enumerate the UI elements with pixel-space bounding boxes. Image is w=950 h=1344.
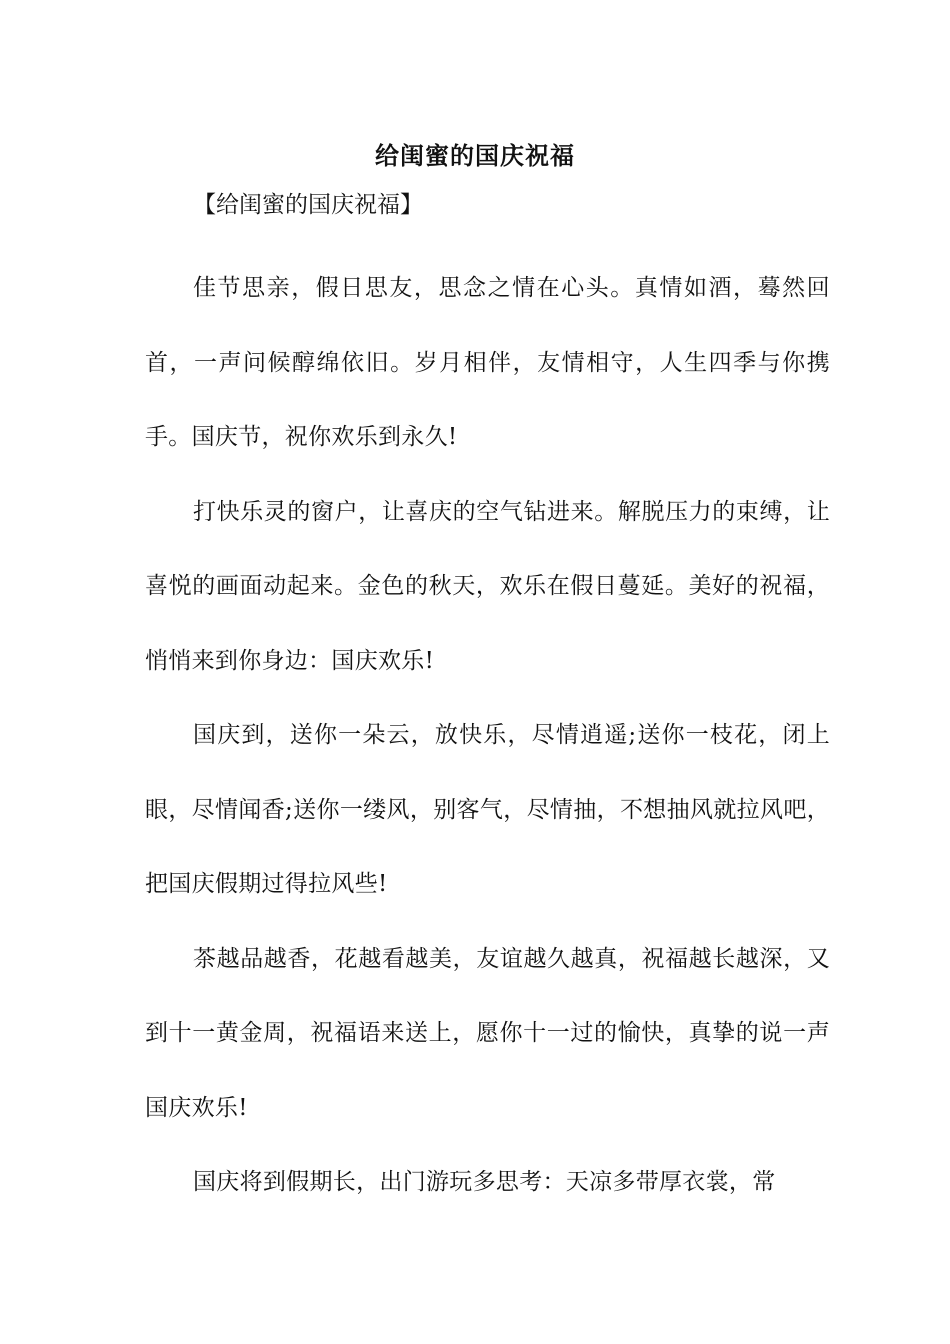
paragraph-3: 国庆到，送你一朵云，放快乐，尽情逍遥;送你一枝花，闭上眼，尽情闻香;送你一缕风，别客气，尽情抽，不想抽风就拉风吧，把国庆假期过得拉风些! [145, 722, 830, 897]
document-body [145, 251, 830, 1220]
paragraph-5: 国庆将到假期长，出门游玩多思考：天凉多带厚衣裳，常 [193, 1169, 776, 1195]
paragraph-4: 茶越品越香，花越看越美，友谊越久越真，祝福越长越深，又到十一黄金周，祝福语来送上，愿你十一过的愉快，真挚的说一声国庆欢乐! [145, 945, 830, 1121]
paragraph-2: 打快乐灵的窗户，让喜庆的空气钻进来。解脱压力的束缚，让喜悦的画面动起来。金色的秋天，欢乐在假日蔓延。美好的祝福，悄悄来到你身边：国庆欢乐! [145, 498, 830, 674]
document-subtitle: 【给闺蜜的国庆祝福】 [193, 192, 423, 218]
document-title: 给闺蜜的国庆祝福 [375, 141, 575, 170]
paragraph-1: 佳节思亲，假日思友，思念之情在心头。真情如酒，蓦然回首，一声问候醇绵依旧。岁月相伴，友情相守，人生四季与你携手。国庆节，祝你欢乐到永久! [145, 275, 830, 450]
